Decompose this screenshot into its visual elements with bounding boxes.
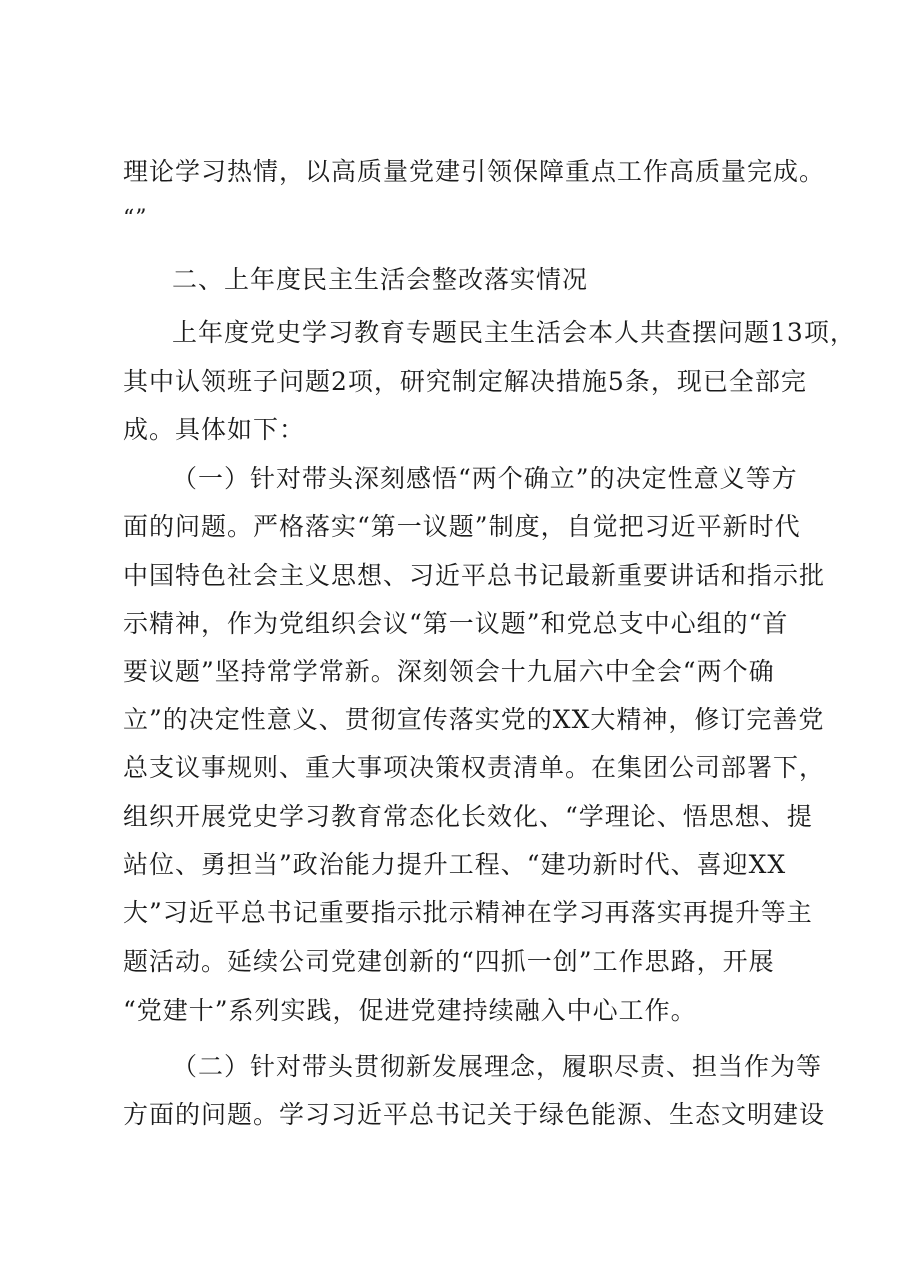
paragraph-line: （一）针对带头深刻感悟“两个确立”的决定性意义等方 bbox=[172, 464, 798, 493]
paragraph-line: （二）针对带头贯彻新发展理念，履职尽责、担当作为等 bbox=[172, 1052, 823, 1081]
paragraph-line: 理论学习热情，以高质量党建引领保障重点工作高质量完成。 bbox=[123, 157, 826, 186]
paragraph-line: 总支议事规则、重大事项决策权责清单。在集团公司部署下， bbox=[123, 753, 826, 782]
paragraph-line: 方面的问题。学习习近平总书记关于绿色能源、生态文明建设 bbox=[123, 1100, 826, 1129]
paragraph-line: 中国特色社会主义思想、习近平总书记最新重要讲话和指示批 bbox=[123, 561, 826, 590]
section-heading: 二、上年度民主生活会整改落实情况 bbox=[172, 265, 589, 294]
paragraph-line: 面的问题。严格落实“第一议题”制度，自觉把习近平新时代 bbox=[123, 512, 801, 541]
paragraph-line: 其中认领班子问题2项，研究制定解决措施5条，现已全部完 bbox=[123, 367, 807, 396]
paragraph-line: 大”习近平总书记重要指示批示精神在学习再落实再提升等主 bbox=[123, 898, 813, 927]
paragraph-line: 示精神，作为党组织会议“第一议题”和党总支中心组的“首 bbox=[123, 609, 789, 638]
paragraph-line: 站位、勇担当”政治能力提升工程、“建功新时代、喜迎XX bbox=[123, 850, 787, 879]
paragraph-line: 题活动。延续公司党建创新的“四抓一创”工作思路，开展 bbox=[123, 947, 775, 976]
paragraph-line: 组织开展党史学习教育常态化长效化、“学理论、悟思想、提 bbox=[123, 802, 813, 831]
paragraph-line: 成。具体如下： bbox=[123, 415, 306, 444]
paragraph-line: 要议题”坚持常学常新。深刻领会十九届六中全会“两个确 bbox=[123, 657, 775, 686]
paragraph-line: 上年度党史学习教育专题民主生活会本人共查摆问题13项， bbox=[172, 318, 856, 347]
paragraph-line: “党建十”系列实践，促进党建持续融入中心工作。 bbox=[123, 996, 697, 1025]
paragraph-line: 立”的决定性意义、贯彻宣传落实党的XX大精神，修订完善党 bbox=[123, 705, 825, 734]
quotation-marks: “” bbox=[123, 206, 148, 231]
